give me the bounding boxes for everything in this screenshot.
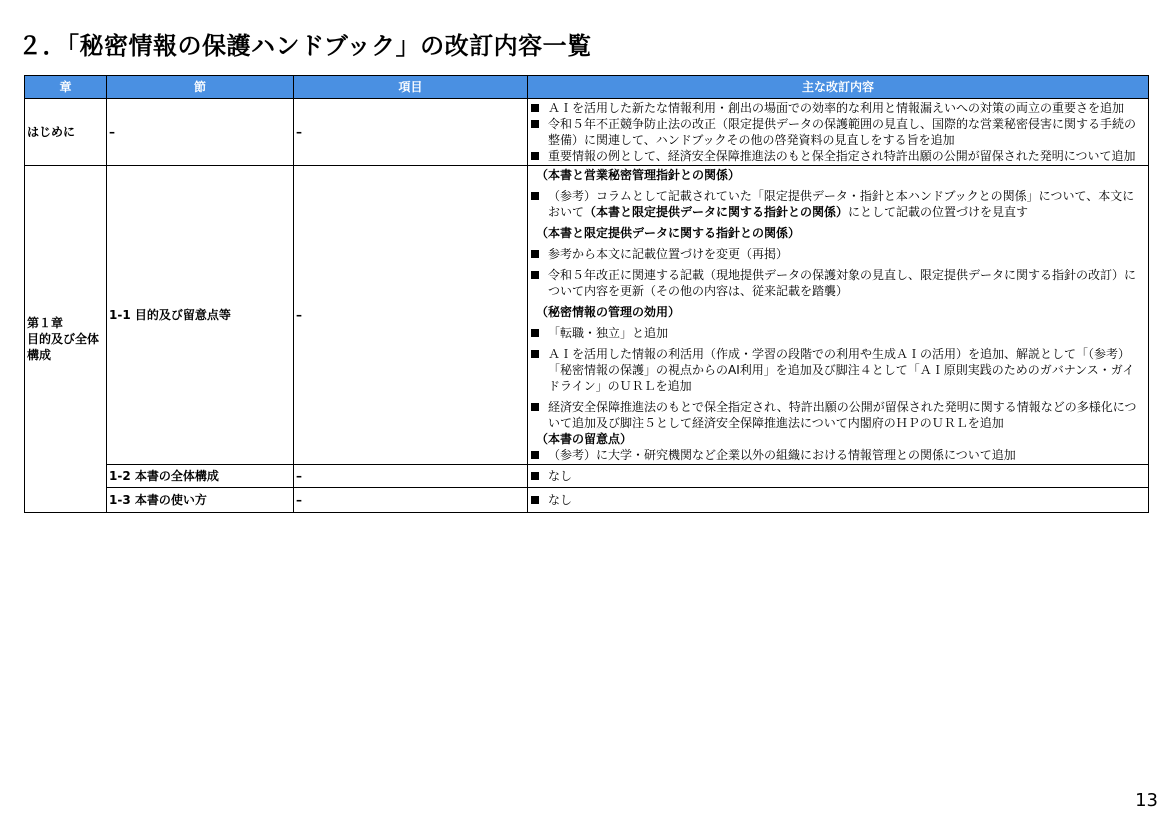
bullet-square-icon <box>531 271 539 279</box>
intro-chapter-cell: はじめに <box>25 99 107 166</box>
bullet-text-post: にとして記載の位置づけを見直す <box>848 205 1029 219</box>
intro-section-cell: – <box>107 99 294 166</box>
list-item <box>530 447 1146 463</box>
bullet-text: なし <box>548 469 573 483</box>
bullet-square-icon <box>531 496 539 504</box>
sec1-2-item-cell: – <box>294 465 528 488</box>
list-item <box>530 489 1146 511</box>
bullet-text: ＡＩを活用した新たな情報利用・創出の場面での効率的な利用と情報漏えいへの対策の両立の重要さを追加 <box>548 101 1125 115</box>
header-content: 主な改訂内容 <box>528 76 1149 99</box>
sec1-2-content-cell <box>528 465 1149 488</box>
header-item: 項目 <box>294 76 528 99</box>
revision-table <box>24 75 1149 513</box>
intro-content-cell <box>528 99 1149 166</box>
bullet-text: 参考から本文に記載位置づけを変更（再掲） <box>548 247 789 261</box>
ch1-chapter-cell <box>25 166 107 513</box>
table-row-1-3 <box>25 488 1149 513</box>
bullet-text: なし <box>548 493 573 507</box>
bullet-text: ＡＩを活用した情報の利活用（作成・学習の段階での利用や生成ＡＩの活用）を追加、解説として「（参考）「秘密情報の保護」の視点からのAI利用」を追加及び脚注４として「ＡＩ原則実践のためのガバナンス・ガイドライン」のＵＲＬを追加 <box>548 347 1135 393</box>
bullet-text <box>548 188 1146 220</box>
list-item <box>530 148 1146 164</box>
ch1-chapter-name: 目的及び全体構成 <box>27 332 100 362</box>
bullet-text-bold: （本書と限定提供データに関する指針との関係） <box>584 205 849 219</box>
bullet-text: 「転職・独立」と追加 <box>548 326 669 340</box>
sec1-1-content-cell <box>528 166 1149 465</box>
header-chapter: 章 <box>25 76 107 99</box>
header-section: 節 <box>107 76 294 99</box>
group-heading: （本書と限定提供データに関する指針との関係） <box>536 226 801 240</box>
table-row-intro <box>25 99 1149 166</box>
sec1-1-section-cell: 1-1 目的及び留意点等 <box>107 166 294 465</box>
bullet-square-icon <box>531 451 539 459</box>
bullet-square-icon <box>531 350 539 358</box>
sec1-3-section-cell: 1-3 本書の使い方 <box>107 488 294 513</box>
table-row-1-1 <box>25 166 1149 465</box>
page-number: 13 <box>1135 790 1158 811</box>
table-row-1-2 <box>25 465 1149 488</box>
bullet-text: 令和５年不正競争防止法の改正（限定提供データの保護範囲の見直し、国際的な営業秘密侵害に関する手続の整備）に関連して、ハンドブックその他の啓発資料の見直しをする旨を追加 <box>548 117 1137 147</box>
list-item <box>530 267 1146 299</box>
list-item <box>530 100 1146 116</box>
bullet-square-icon <box>531 104 539 112</box>
list-item <box>530 399 1146 431</box>
bullet-square-icon <box>531 250 539 258</box>
bullet-text: （参考）に大学・研究機関など企業以外の組織における情報管理との関係について追加 <box>548 448 1016 462</box>
bullet-square-icon <box>531 192 539 200</box>
list-item <box>530 466 1146 486</box>
list-item <box>530 246 1146 262</box>
list-item <box>530 188 1146 220</box>
bullet-text: 重要情報の例として、経済安全保障推進法のもと保全指定され特許出願の公開が留保された発明について追加 <box>548 149 1136 163</box>
group-heading: （本書の留意点） <box>536 432 633 446</box>
bullet-square-icon <box>531 472 539 480</box>
list-item <box>530 346 1146 394</box>
list-item <box>530 325 1146 341</box>
bullet-square-icon <box>531 403 539 411</box>
list-item <box>530 116 1146 148</box>
bullet-square-icon <box>531 329 539 337</box>
bullet-text: 経済安全保障推進法のもとで保全指定され、特許出願の公開が留保された発明に関する情報などの多様化について追加及び脚注５として経済安全保障推進法について内閣府のＨＰのＵＲＬを追加 <box>548 400 1137 430</box>
bullet-text-pre: （参考）コラムとして記載されていた「限定提供データ・指針と本ハンドブックとの関係」について、本文において <box>548 189 1135 219</box>
group-heading: （秘密情報の管理の効用） <box>536 305 681 319</box>
table-header-row <box>25 76 1149 99</box>
ch1-chapter-number: 第１章 <box>27 316 64 330</box>
sec1-3-item-cell: – <box>294 488 528 513</box>
bullet-text: 令和５年改正に関連する記載（現地提供データの保護対象の見直し、限定提供データに関する指針の改訂）について内容を更新（その他の内容は、従来記載を踏襲） <box>548 268 1137 298</box>
intro-item-cell: – <box>294 99 528 166</box>
bullet-square-icon <box>531 120 539 128</box>
page-title: ２．「秘密情報の保護ハンドブック」の改訂内容一覧 <box>18 32 592 60</box>
sec1-1-item-cell: – <box>294 166 528 465</box>
bullet-square-icon <box>531 152 539 160</box>
sec1-3-content-cell <box>528 488 1149 513</box>
group-heading: （本書と営業秘密管理指針との関係） <box>536 168 741 182</box>
sec1-2-section-cell: 1-2 本書の全体構成 <box>107 465 294 488</box>
